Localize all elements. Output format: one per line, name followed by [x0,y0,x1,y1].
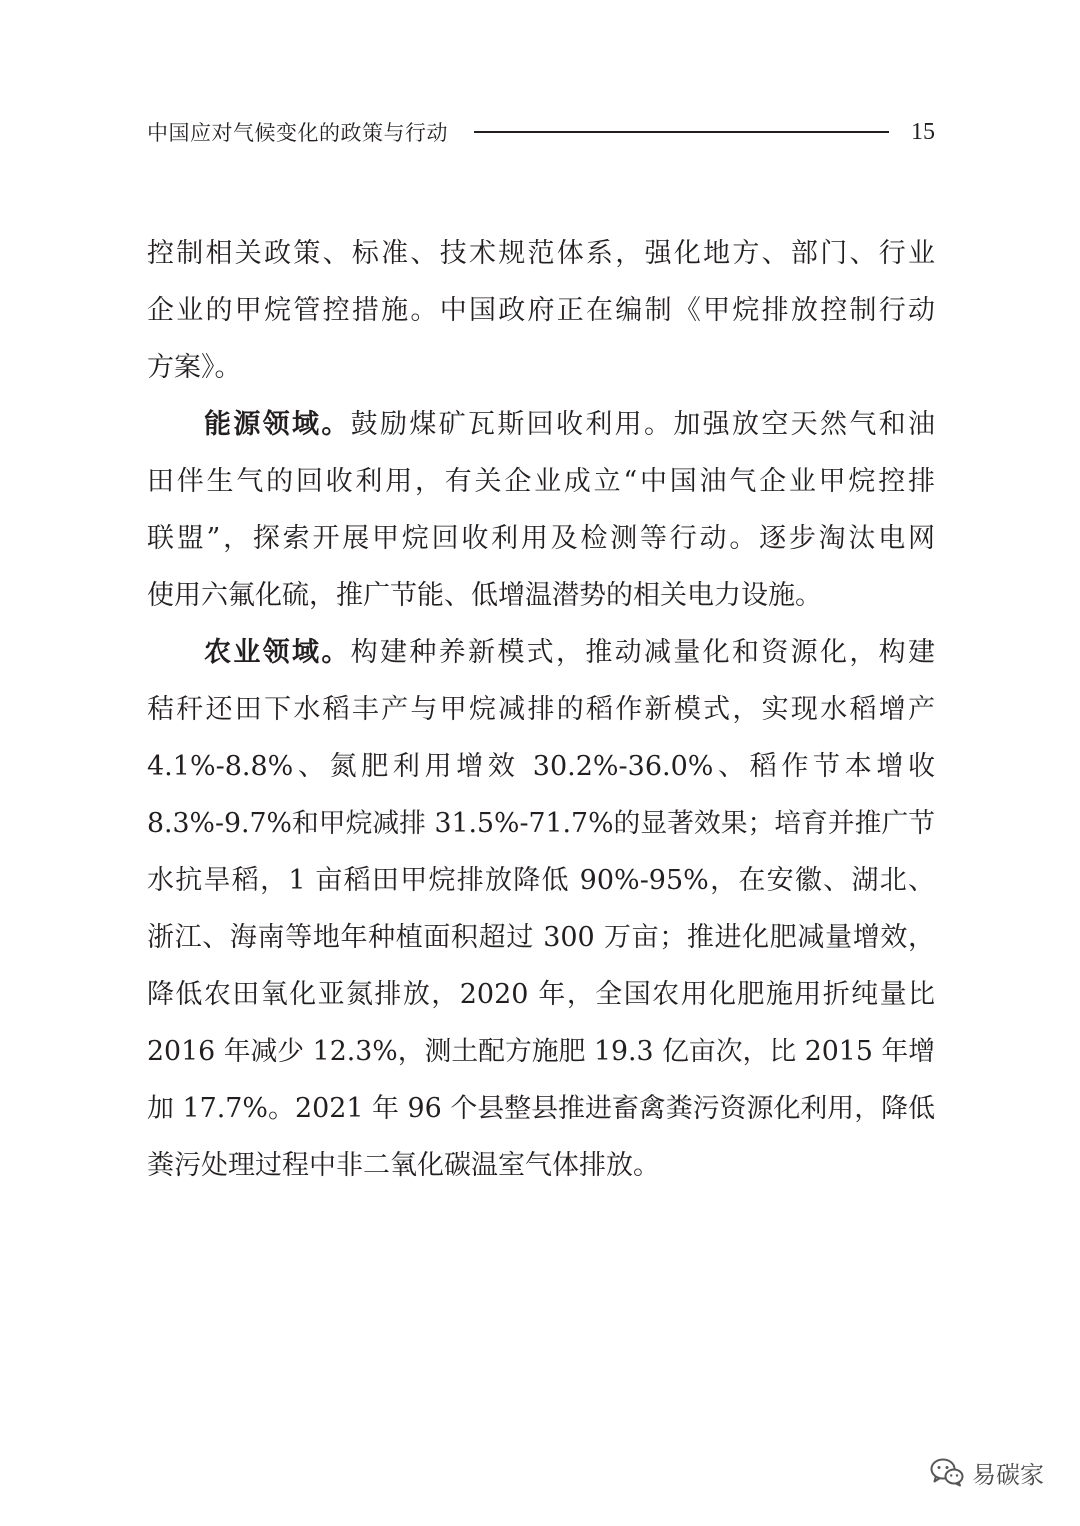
text-line [147,624,935,681]
wechat-icon [930,1457,964,1487]
paragraph-methane-policy [147,225,935,396]
text-line: 使用六氟化硫，推广节能、低增温潜势的相关电力设施。 [147,580,822,611]
text-line: 8.3%-9.7%和甲烷减排 31.5%-71.7%的显著效果；培育并推广节 [147,808,935,839]
text-line: 4.1%-8.8%、氮肥利用增效 30.2%-36.0%、稻作节本增收 [147,751,935,782]
agriculture-first-line: 构建种养新模式，推动减量化和资源化，构建 [350,637,936,668]
energy-heading: 能源领域。 [204,409,351,440]
text-line: 田伴生气的回收利用，有关企业成立“中国油气企业甲烷控排 [147,466,935,497]
text-line: 降低农田氧化亚氮排放，2020 年，全国农用化肥施用折纯量比 [147,979,935,1010]
text-line: 方案》。 [147,352,242,383]
running-title: 中国应对气候变化的政策与行动 [147,121,448,145]
agriculture-heading: 农业领域。 [204,637,351,668]
text-line: 秸秆还田下水稻丰产与甲烷减排的稻作新模式，实现水稻增产 [147,694,935,725]
text-line: 联盟”，探索开展甲烷回收利用及检测等行动。逐步淘汰电网 [147,523,935,554]
text-line: 控制相关政策、标准、技术规范体系，强化地方、部门、行业 [147,238,935,269]
page-number: 15 [911,118,935,145]
watermark [930,1452,1044,1492]
text-line: 2016 年减少 12.3%，测土配方施肥 19.3 亿亩次，比 2015 年增 [147,1036,935,1067]
text-line: 浙江、海南等地年种植面积超过 300 万亩；推进化肥减量增效， [147,922,935,953]
text-line: 粪污处理过程中非二氧化碳温室气体排放。 [147,1150,660,1181]
text-line: 加 17.7%。2021 年 96 个县整县推进畜禽粪污资源化利用，降低 [147,1093,935,1124]
header-rule [474,131,889,133]
body-text [147,225,935,1194]
text-line: 水抗旱稻，1 亩稻田甲烷排放降低 90%-95%，在安徽、湖北、 [147,865,935,896]
watermark-text: 易碳家 [972,1460,1044,1489]
text-line: 企业的甲烷管控措施。中国政府正在编制《甲烷排放控制行动 [147,295,935,326]
energy-first-line: 鼓励煤矿瓦斯回收利用。加强放空天然气和油 [350,409,936,440]
paragraph-energy [147,396,935,624]
paragraph-agriculture [147,624,935,1194]
running-header [147,114,935,150]
text-line [147,396,935,453]
